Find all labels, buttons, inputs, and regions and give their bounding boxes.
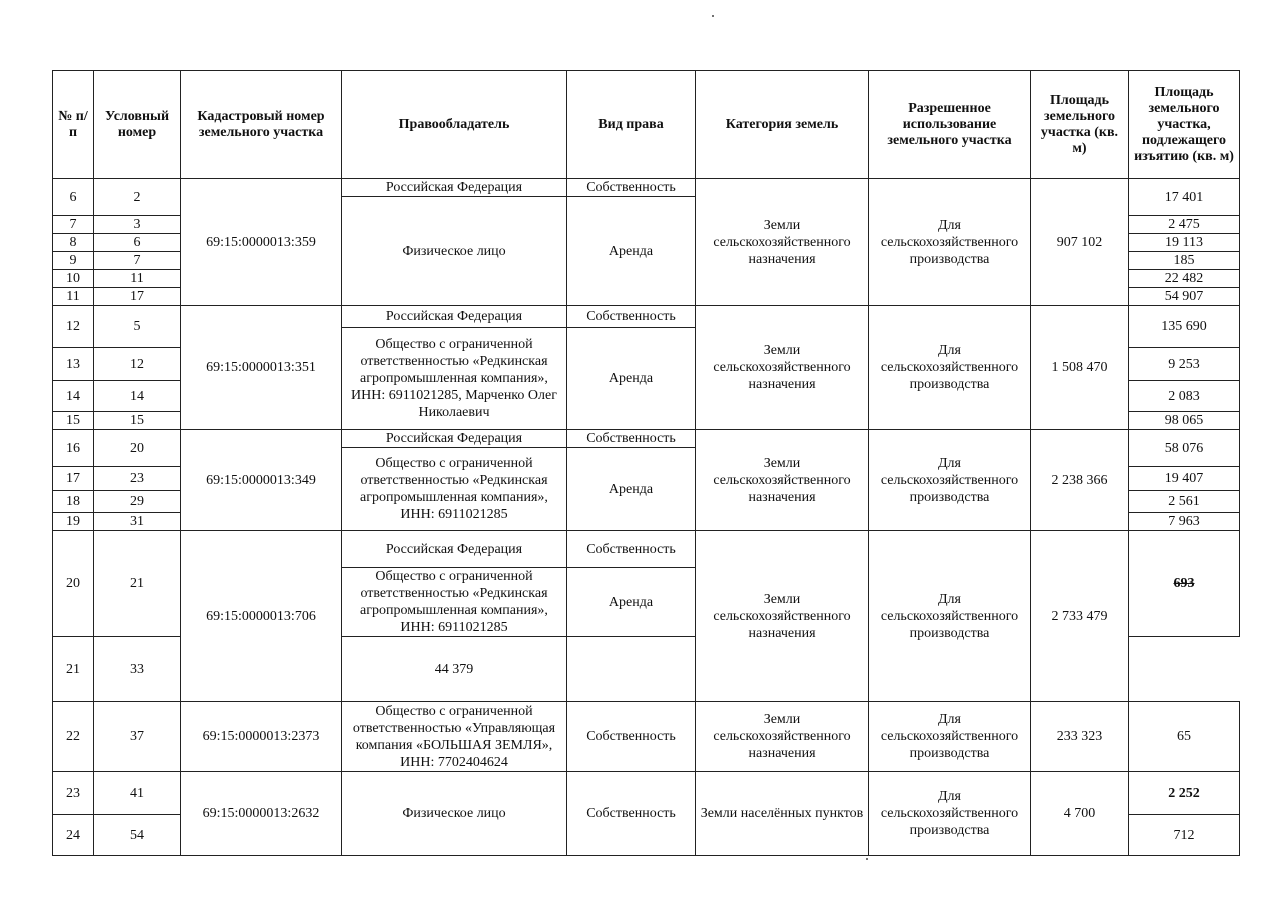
row-cond: 12 <box>94 348 181 381</box>
row-area-taken: 2 252 <box>1129 772 1240 815</box>
table-header-row <box>53 71 1240 179</box>
row-category: Земли населённых пунктов <box>696 772 869 856</box>
row-area-taken: 712 <box>1129 815 1240 856</box>
row-cond: 33 <box>94 637 181 702</box>
row-holder: Общество с ограниченной ответственностью «Редкинская агропромышленная компания», ИНН: 6911021285, Марченко Олег Николаевич <box>342 328 567 430</box>
header-category: Категория земель <box>696 71 869 179</box>
row-cadastral: 69:15:0000013:2632 <box>181 772 342 856</box>
row-use: Для сельскохозяйственного производства <box>869 702 1031 772</box>
row-num: 8 <box>53 234 94 252</box>
row-use: Для сельскохозяйственного производства <box>869 772 1031 856</box>
row-cond: 14 <box>94 381 181 412</box>
row-area-taken: 22 482 <box>1129 270 1240 288</box>
row-area: 4 700 <box>1031 772 1129 856</box>
row-holder: Общество с ограниченной ответственностью «Редкинская агропромышленная компания», ИНН: 6911021285 <box>342 568 567 637</box>
row-num: 10 <box>53 270 94 288</box>
header-area-taken: Площадь земельного участка, подлежащего изъятию (кв. м) <box>1129 71 1240 179</box>
row-category: Земли сельскохозяйственного назначения <box>696 179 869 306</box>
row-cond: 3 <box>94 216 181 234</box>
row-right: Собственность <box>567 531 696 568</box>
table-row <box>53 306 1240 328</box>
table-row <box>53 772 1240 815</box>
row-cond: 23 <box>94 467 181 491</box>
row-area-taken: 2 083 <box>1129 381 1240 412</box>
row-holder: Российская Федерация <box>342 531 567 568</box>
row-right: Аренда <box>567 448 696 531</box>
row-cadastral: 69:15:0000013:706 <box>181 531 342 702</box>
row-category: Земли сельскохозяйственного назначения <box>696 430 869 531</box>
row-num: 17 <box>53 467 94 491</box>
table-row <box>53 702 1240 772</box>
row-area-taken: 17 401 <box>1129 179 1240 216</box>
row-area-taken: 2 475 <box>1129 216 1240 234</box>
row-cond: 15 <box>94 412 181 430</box>
header-cadastral: Кадастровый номер земельного участка <box>181 71 342 179</box>
row-holder: Российская Федерация <box>342 179 567 197</box>
table-row <box>53 179 1240 197</box>
row-area: 1 508 470 <box>1031 306 1129 430</box>
row-right: Аренда <box>567 197 696 306</box>
header-holder: Правообладатель <box>342 71 567 179</box>
row-area-taken: 58 076 <box>1129 430 1240 467</box>
row-holder: Общество с ограниченной ответственностью «Редкинская агропромышленная компания», ИНН: 6911021285 <box>342 448 567 531</box>
row-area-taken: 693 <box>1129 531 1240 637</box>
row-area-taken: 7 963 <box>1129 513 1240 531</box>
row-num: 7 <box>53 216 94 234</box>
table-row <box>53 531 1240 568</box>
row-use: Для сельскохозяйственного производства <box>869 179 1031 306</box>
row-cadastral: 69:15:0000013:359 <box>181 179 342 306</box>
row-use: Для сельскохозяйственного производства <box>869 430 1031 531</box>
row-holder: Российская Федерация <box>342 430 567 448</box>
row-area: 233 323 <box>1031 702 1129 772</box>
row-num: 15 <box>53 412 94 430</box>
row-holder: Физическое лицо <box>342 772 567 856</box>
row-holder: Физическое лицо <box>342 197 567 306</box>
row-area-taken: 44 379 <box>342 637 567 702</box>
header-area: Площадь земельного участка (кв. м) <box>1031 71 1129 179</box>
row-num: 21 <box>53 637 94 702</box>
scan-dot <box>712 15 714 17</box>
row-area: 2 238 366 <box>1031 430 1129 531</box>
row-num: 18 <box>53 491 94 513</box>
row-num: 24 <box>53 815 94 856</box>
row-area: 2 733 479 <box>1031 531 1129 702</box>
row-category: Земли сельскохозяйственного назначения <box>696 702 869 772</box>
row-num: 6 <box>53 179 94 216</box>
header-use: Разрешенное использование земельного участка <box>869 71 1031 179</box>
row-num: 9 <box>53 252 94 270</box>
land-plots-table <box>52 70 1240 856</box>
row-area-taken: 19 113 <box>1129 234 1240 252</box>
row-cond: 11 <box>94 270 181 288</box>
row-right: Аренда <box>567 568 696 637</box>
row-num: 16 <box>53 430 94 467</box>
header-right: Вид права <box>567 71 696 179</box>
row-area-taken: 54 907 <box>1129 288 1240 306</box>
row-num: 14 <box>53 381 94 412</box>
row-use: Для сельскохозяйственного производства <box>869 306 1031 430</box>
row-right: Собственность <box>567 179 696 197</box>
row-num: 19 <box>53 513 94 531</box>
row-cond: 31 <box>94 513 181 531</box>
row-num: 13 <box>53 348 94 381</box>
row-right: Аренда <box>567 328 696 430</box>
row-cond: 20 <box>94 430 181 467</box>
row-cond: 29 <box>94 491 181 513</box>
row-area-taken: 9 253 <box>1129 348 1240 381</box>
row-cond: 17 <box>94 288 181 306</box>
row-cond: 54 <box>94 815 181 856</box>
row-num: 23 <box>53 772 94 815</box>
row-area-taken: 185 <box>1129 252 1240 270</box>
row-use: Для сельскохозяйственного производства <box>869 531 1031 702</box>
row-cond: 41 <box>94 772 181 815</box>
row-area-taken: 135 690 <box>1129 306 1240 348</box>
row-cadastral: 69:15:0000013:2373 <box>181 702 342 772</box>
row-right: Собственность <box>567 430 696 448</box>
row-cond: 6 <box>94 234 181 252</box>
row-cadastral: 69:15:0000013:349 <box>181 430 342 531</box>
row-category: Земли сельскохозяйственного назначения <box>696 531 869 702</box>
row-cadastral: 69:15:0000013:351 <box>181 306 342 430</box>
row-right: Собственность <box>567 702 696 772</box>
header-num: № п/п <box>53 71 94 179</box>
row-holder: Российская Федерация <box>342 306 567 328</box>
row-cond: 37 <box>94 702 181 772</box>
row-cond: 2 <box>94 179 181 216</box>
row-cond: 21 <box>94 531 181 637</box>
row-cond: 5 <box>94 306 181 348</box>
row-right: Собственность <box>567 772 696 856</box>
table-row <box>53 430 1240 448</box>
row-right: Собственность <box>567 306 696 328</box>
row-num: 22 <box>53 702 94 772</box>
row-area-taken: 65 <box>1129 702 1240 772</box>
row-num: 11 <box>53 288 94 306</box>
row-area-taken: 19 407 <box>1129 467 1240 491</box>
row-area-taken: 98 065 <box>1129 412 1240 430</box>
row-num: 20 <box>53 531 94 637</box>
row-area-taken: 2 561 <box>1129 491 1240 513</box>
row-cond: 7 <box>94 252 181 270</box>
row-category: Земли сельскохозяйственного назначения <box>696 306 869 430</box>
row-num: 12 <box>53 306 94 348</box>
scan-dot <box>866 858 868 860</box>
row-holder: Общество с ограниченной ответственностью «Управляющая компания «БОЛЬШАЯ ЗЕМЛЯ», ИНН: 7702404624 <box>342 702 567 772</box>
row-area: 907 102 <box>1031 179 1129 306</box>
header-cond: Условный номер <box>94 71 181 179</box>
